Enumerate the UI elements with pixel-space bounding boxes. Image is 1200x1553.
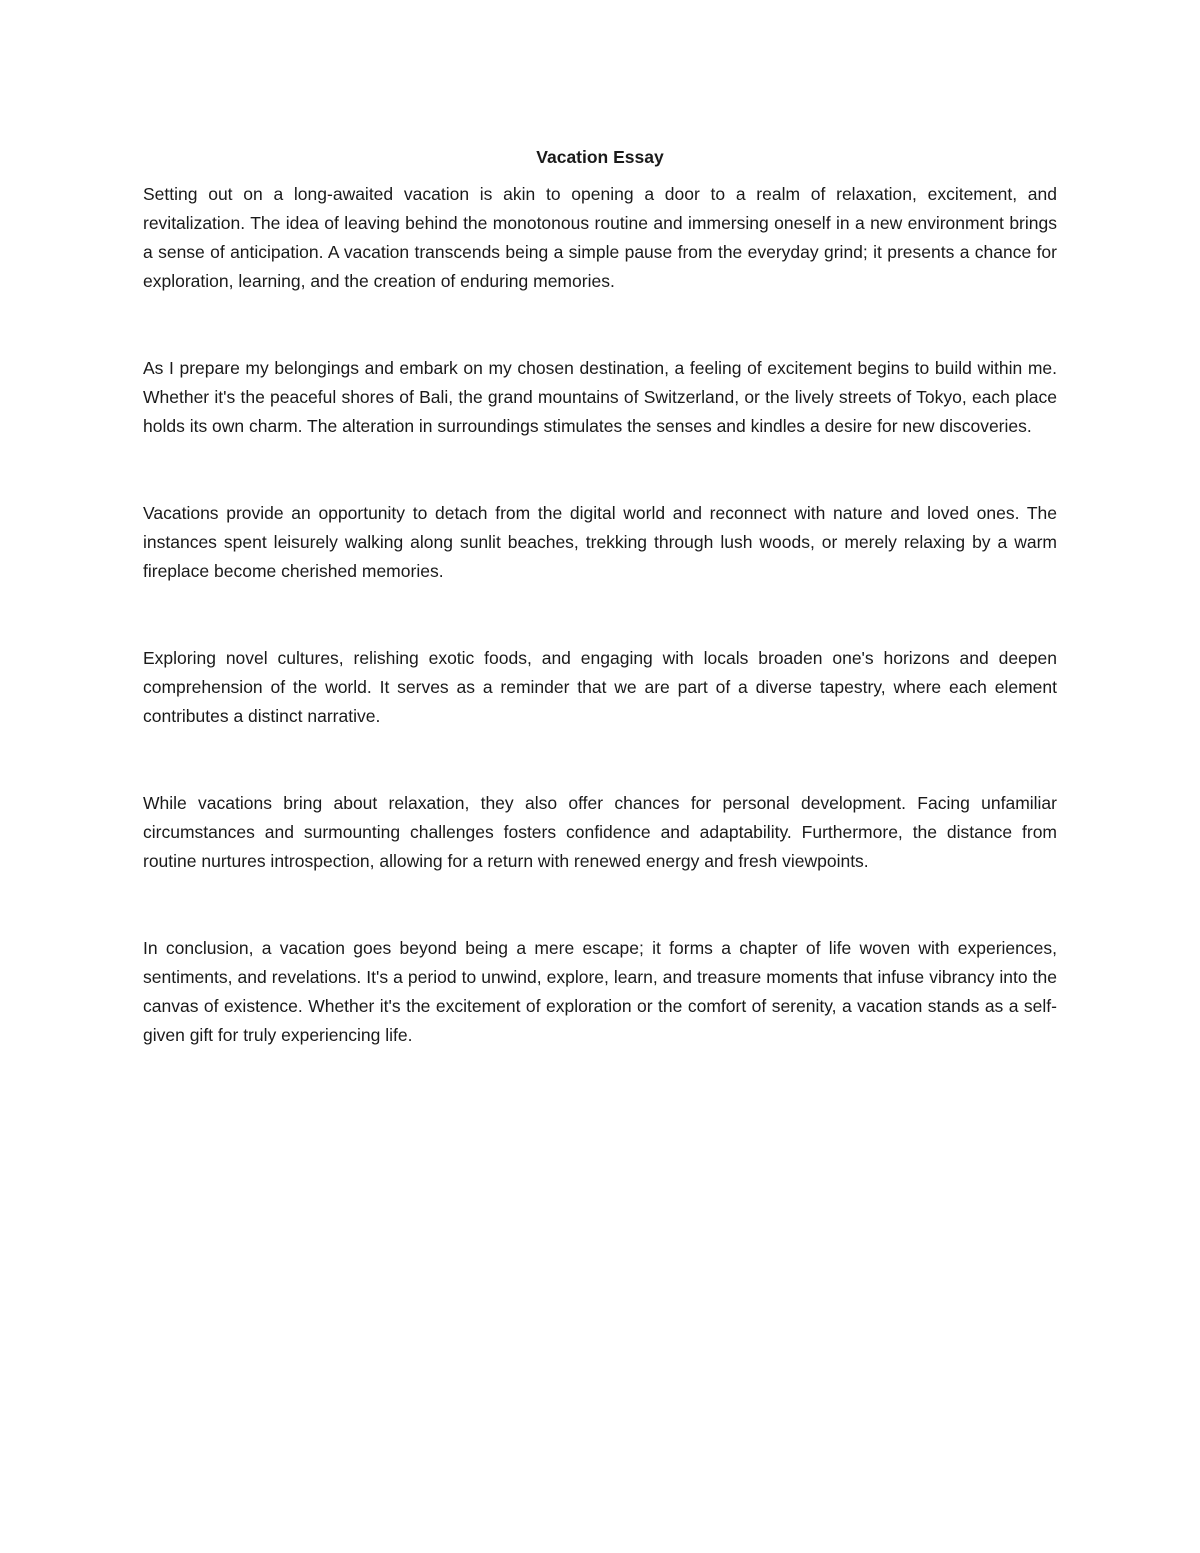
paragraph-introduction: Setting out on a long-awaited vacation is akin to opening a door to a realm of relaxation, excitement, and revitalization. The idea of leaving behind the monotonous routine and immersing oneself in a new environment brings a sense of anticipation. A vacation transcends being a simple pause from the everyday grind; it presents a chance for exploration, learning, and the creation of enduring memories. [143, 184, 1057, 291]
paragraph-personal-development: While vacations bring about relaxation, they also offer chances for personal development. Facing unfamiliar circumstances and surmounting challenges fosters confidence and adaptability. Furthermore, the distance from routine nurtures introspection, allowing for a return with renewed energy and fresh viewpoints. [143, 793, 1057, 871]
document-body [143, 143, 1057, 1050]
paragraph-conclusion: In conclusion, a vacation goes beyond being a mere escape; it forms a chapter of life woven with experiences, sentiments, and revelations. It's a period to unwind, explore, learn, and treasure moments that infuse vibrancy into the canvas of existence. Whether it's the excitement of exploration or the comfort of serenity, a vacation stands as a self-given gift for truly experiencing life. [143, 938, 1057, 1045]
paragraph-destinations: As I prepare my belongings and embark on my chosen destination, a feeling of excitement begins to build within me. Whether it's the peaceful shores of Bali, the grand mountains of Switzerland, or the lively streets of Tokyo, each place holds its own charm. The alteration in surroundings stimulates the senses and kindles a desire for new discoveries. [143, 358, 1057, 436]
paragraph-cultures: Exploring novel cultures, relishing exotic foods, and engaging with locals broaden one's horizons and deepen comprehension of the world. It serves as a reminder that we are part of a diverse tapestry, where each element contributes a distinct narrative. [143, 648, 1057, 726]
paragraph-reconnect: Vacations provide an opportunity to detach from the digital world and reconnect with nature and loved ones. The instances spent leisurely walking along sunlit beaches, trekking through lush woods, or merely relaxing by a warm fireplace become cherished memories. [143, 503, 1057, 581]
document-title: Vacation Essay [536, 147, 664, 167]
